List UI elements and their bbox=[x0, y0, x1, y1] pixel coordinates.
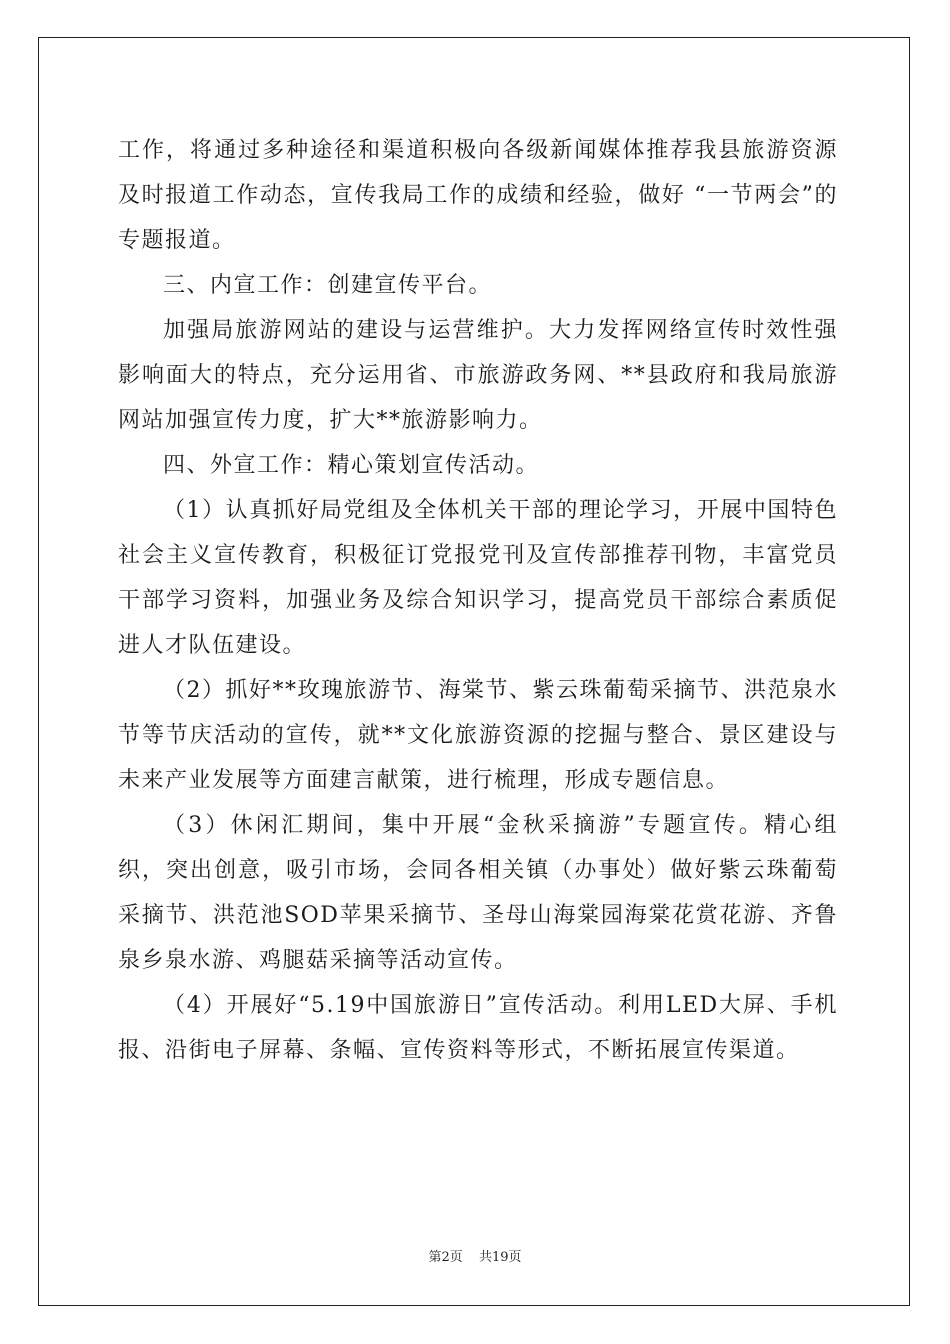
list-item: （1）认真抓好局党组及全体机关干部的理论学习，开展中国特色社会主义宣传教育，积极征订党报党刊及宣传部推荐刊物，丰富党员干部学习资料，加强业务及综合知识学习，提高党员干部综合素质促进人才队伍建设。 bbox=[118, 498, 838, 658]
paragraph: 加强局旅游网站的建设与运营维护。大力发挥网络宣传时效性强影响面大的特点，充分运用省、市旅游政务网、**县政府和我局旅游网站加强宣传力度，扩大**旅游影响力。 bbox=[118, 318, 838, 433]
page-total: 共19页 bbox=[478, 1250, 522, 1265]
section-heading: 三、内宣工作：创建宣传平台。 bbox=[163, 273, 493, 298]
page-footer bbox=[0, 1246, 950, 1265]
list-item: （2）抓好**玫瑰旅游节、海棠节、紫云珠葡萄采摘节、洪范泉水节等节庆活动的宣传，就**文化旅游资源的挖掘与整合、景区建设与未来产业发展等方面建言献策，进行梳理，形成专题信息。 bbox=[118, 678, 838, 793]
page-number: 第2页 bbox=[428, 1250, 463, 1265]
list-item: （3）休闲汇期间，集中开展“金秋采摘游”专题宣传。精心组织，突出创意，吸引市场，会同各相关镇（办事处）做好紫云珠葡萄采摘节、洪范池SOD苹果采摘节、圣母山海棠园海棠花赏花游、齐鲁泉乡泉水游、鸡腿菇采摘等活动宣传。 bbox=[118, 813, 838, 973]
document-body bbox=[118, 128, 838, 1073]
paragraph: 工作，将通过多种途径和渠道积极向各级新闻媒体推荐我县旅游资源及时报道工作动态，宣传我局工作的成绩和经验，做好 “一节两会”的专题报道。 bbox=[118, 138, 838, 253]
list-item: （4）开展好“5.19中国旅游日”宣传活动。利用LED大屏、手机报、沿街电子屏幕、条幅、宣传资料等形式，不断拓展宣传渠道。 bbox=[118, 993, 838, 1063]
section-heading: 四、外宣工作：精心策划宣传活动。 bbox=[163, 453, 540, 478]
